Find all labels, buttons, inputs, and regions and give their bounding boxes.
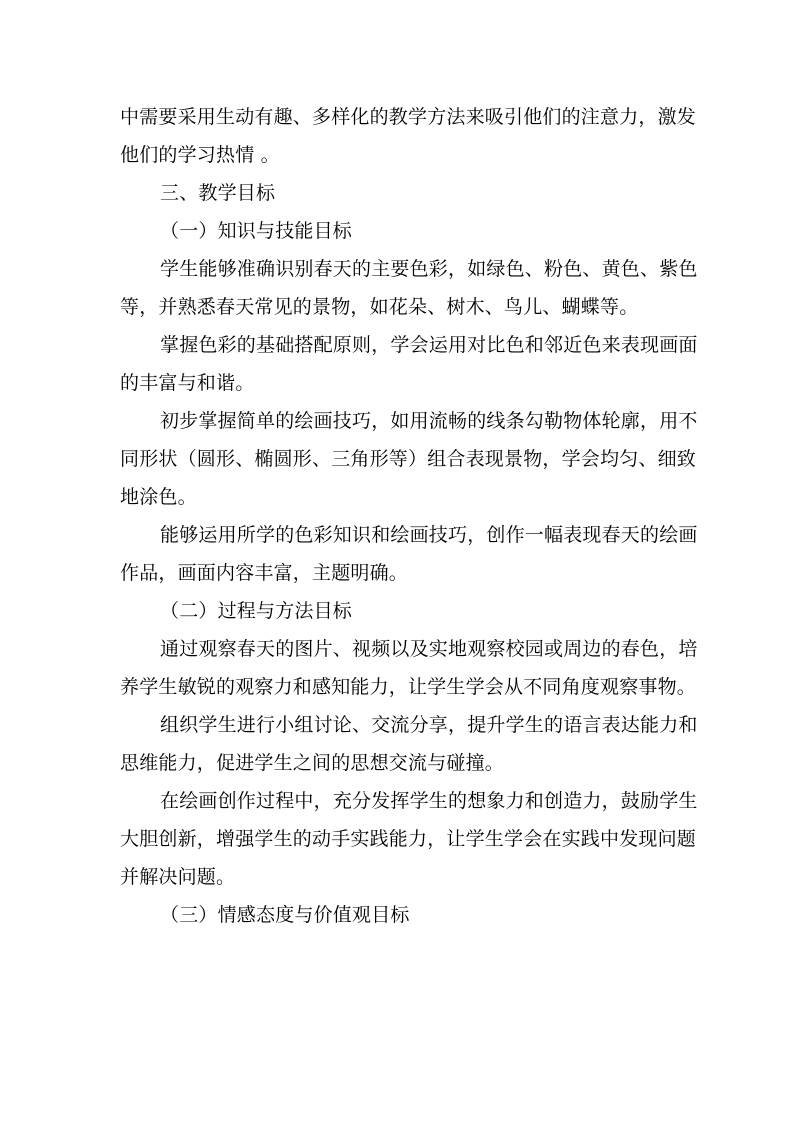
paragraph-line: 作品，画面内容丰富，主题明确。: [120, 562, 409, 584]
paragraph-line: 大胆创新，增强学生的动手实践能力，让学生学会在实践中发现问题: [120, 828, 697, 850]
paragraph-line: 学生能够准确识别春天的主要色彩，如绿色、粉色、黄色、紫色: [160, 258, 698, 280]
paragraph-line: 在绘画创作过程中，充分发挥学生的想象力和创造力，鼓励学生: [160, 790, 698, 812]
document-body: [120, 98, 698, 934]
paragraph-line: 掌握色彩的基础搭配原则，学会运用对比色和邻近色来表现画面: [160, 334, 698, 356]
subsection-heading: （二）过程与方法目标: [160, 600, 353, 622]
paragraph-line: 初步掌握简单的绘画技巧，如用流畅的线条勾勒物体轮廓，用不: [160, 410, 698, 432]
paragraph-line: 他们的学习热情 。: [120, 144, 280, 166]
paragraph-line: 并解决问题。: [120, 866, 236, 888]
paragraph-line: 等，并熟悉春天常见的景物，如花朵、树木、鸟儿、蝴蝶等。: [120, 296, 639, 318]
paragraph-line: 中需要采用生动有趣、多样化的教学方法来吸引他们的注意力，激发: [120, 106, 697, 128]
section-heading: 三、教学目标: [160, 182, 276, 204]
paragraph-line: 地涂色。: [120, 486, 197, 508]
paragraph-line: 思维能力，促进学生之间的思想交流与碰撞。: [120, 752, 505, 774]
paragraph-line: 能够运用所学的色彩知识和绘画技巧，创作一幅表现春天的绘画: [160, 524, 698, 546]
subsection-heading: （一）知识与技能目标: [160, 220, 353, 242]
paragraph-line: 的丰富与和谐。: [120, 372, 255, 394]
paragraph-line: 通过观察春天的图片、视频以及实地观察校园或周边的春色，培: [160, 638, 698, 660]
paragraph-line: 养学生敏锐的观察力和感知能力，让学生学会从不同角度观察事物。: [120, 676, 697, 698]
paragraph-line: 同形状（圆形、椭圆形、三角形等）组合表现景物，学会均匀、细致: [120, 448, 697, 470]
paragraph-line: 组织学生进行小组讨论、交流分享，提升学生的语言表达能力和: [160, 714, 698, 736]
subsection-heading: （三）情感态度与价值观目标: [160, 904, 410, 926]
